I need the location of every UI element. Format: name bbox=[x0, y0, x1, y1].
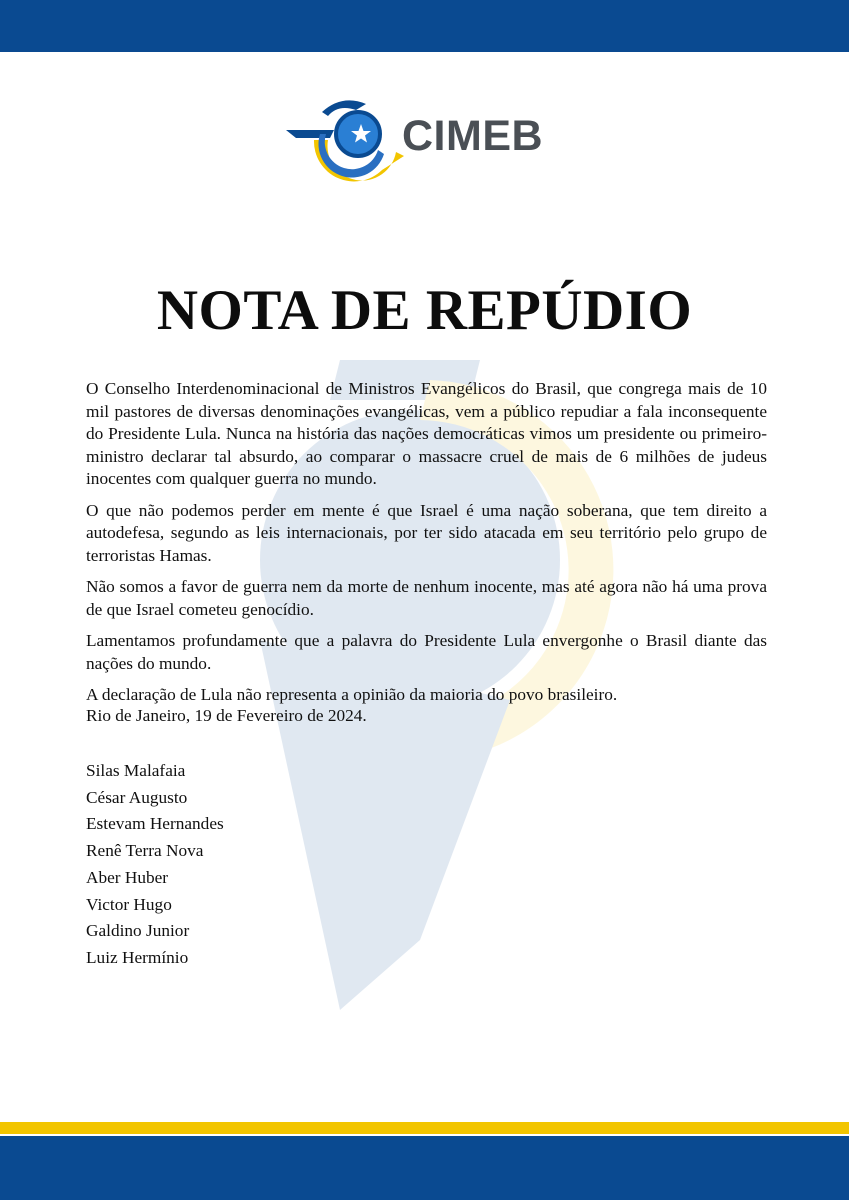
paragraph: O que não podemos perder em mente é que Israel é uma nação soberana, que tem direito a autodefesa, segundo as leis internacionais, por ter sido atacada em seu território pelo grupo de terroristas Hamas. bbox=[86, 500, 767, 565]
paragraph: Não somos a favor de guerra nem da morte de nenhum inocente, mas até agora não há uma prova de que Israel cometeu genocídio. bbox=[86, 577, 767, 619]
signatory-name: Aber Huber bbox=[86, 867, 169, 887]
signatory-name: Victor Hugo bbox=[86, 894, 172, 914]
signatories-list bbox=[86, 758, 224, 972]
bottom-yellow-stripe bbox=[0, 1122, 849, 1134]
top-blue-band bbox=[0, 0, 849, 52]
date-line: Rio de Janeiro, 19 de Fevereiro de 2024. bbox=[86, 706, 367, 725]
paragraph: A declaração de Lula não representa a opinião da maioria do povo brasileiro. bbox=[86, 685, 618, 704]
page-title: NOTA DE REPÚDIO bbox=[156, 279, 693, 342]
brand-name: CIMEB bbox=[402, 112, 544, 160]
bottom-blue-band bbox=[0, 1136, 849, 1200]
paragraph: Lamentamos profundamente que a palavra do Presidente Lula envergonhe o Brasil diante das nações do mundo. bbox=[86, 631, 767, 673]
signatory-name: Renê Terra Nova bbox=[86, 841, 204, 861]
signatory-name: César Augusto bbox=[86, 787, 188, 807]
paragraph: O Conselho Interdenominacional de Ministros Evangélicos do Brasil, que congrega mais de 10 mil pastores de diversas denominações evangélicas, vem a público repudiar a fala inconsequente do Presidente Lula. Nunca na história das nações democráticas vimos um presidente ou primeiro-ministro declarar tal absurdo, ao comparar o massacre cruel de mais de 6 milhões de judeus inocentes com qualquer guerra no mundo. bbox=[86, 379, 767, 488]
signatory-name: Estevam Hernandes bbox=[86, 814, 224, 834]
cimeb-logo bbox=[286, 94, 556, 186]
signatory-name: Galdino Junior bbox=[86, 921, 190, 941]
statement-body bbox=[86, 378, 767, 716]
cimeb-emblem-icon bbox=[286, 94, 406, 186]
signatory-name: Luiz Hermínio bbox=[86, 947, 189, 967]
signatory-name: Silas Malafaia bbox=[86, 761, 186, 780]
